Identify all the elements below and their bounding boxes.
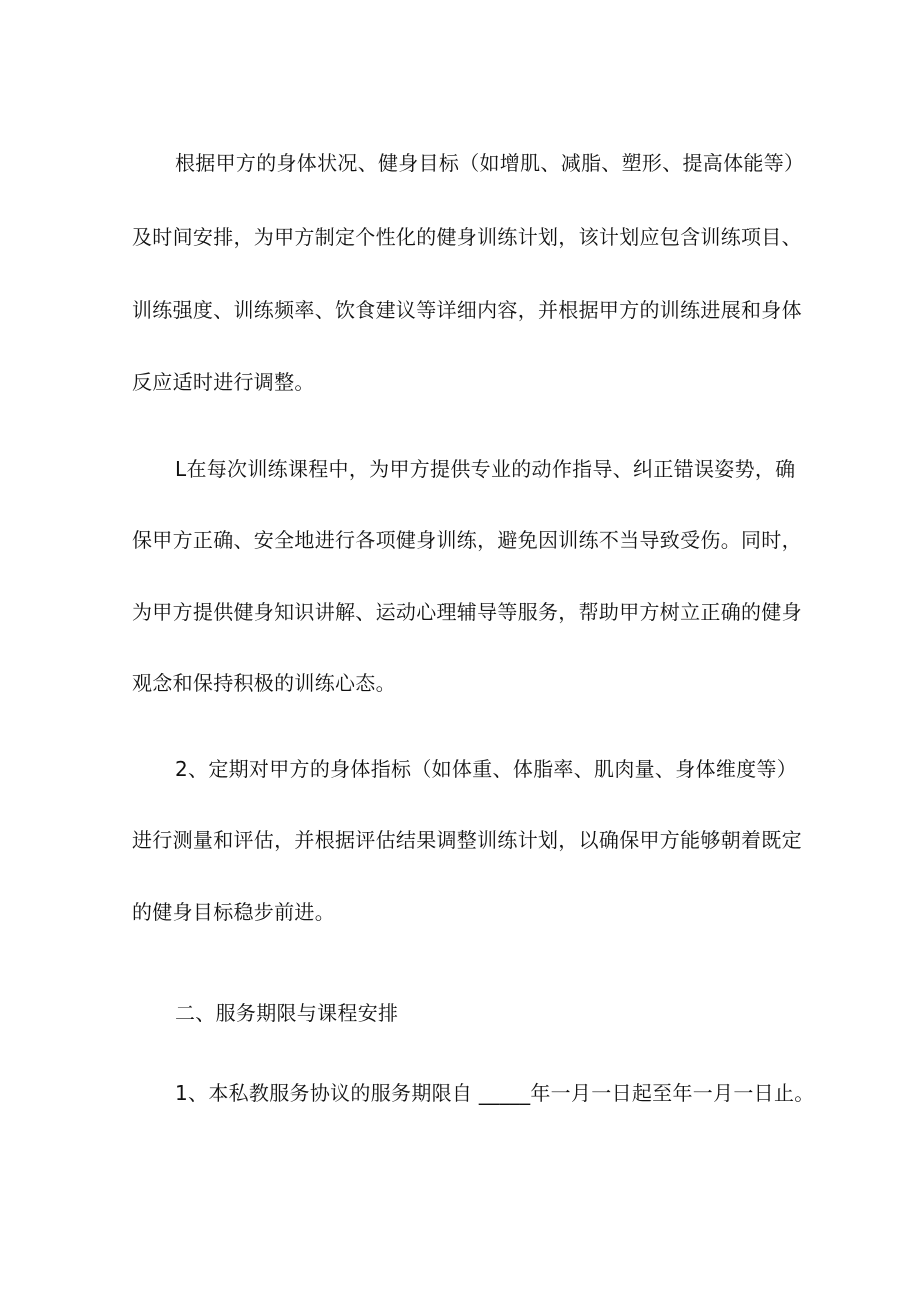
paragraph-1-line-1: 根据甲方的身体状况、健身目标（如增肌、减脂、塑形、提高体能等） [175,151,805,175]
paragraph-2-line-2: 保甲方正确、安全地进行各项健身训练，避免因训练不当导致受伤。同时， [132,528,802,552]
paragraph-2-line-3: 为甲方提供健身知识讲解、运动心理辅导等服务，帮助甲方树立正确的健身 [132,600,802,624]
paragraph-3-line-3: 的健身目标稳步前进。 [132,900,335,924]
paragraph-1-line-3: 训练强度、训练频率、饮食建议等详细内容，并根据甲方的训练进展和身体 [132,298,802,322]
paragraph-1-line-4: 反应适时进行调整。 [132,370,315,394]
paragraph-5-line-1: 1、本私教服务协议的服务期限自 _____年一月一日起至年一月一日止。 [175,1081,815,1105]
paragraph-1-line-2: 及时间安排，为甲方制定个性化的健身训练计划，该计划应包含训练项目、 [132,225,802,249]
paragraph-2-line-1: L在每次训练课程中，为甲方提供专业的动作指导、纠正错误姿势，确 [175,457,796,481]
section-heading: 二、服务期限与课程安排 [175,1001,399,1025]
paragraph-3-line-1: 2、定期对甲方的身体指标（如体重、体脂率、肌肉量、身体维度等） [175,757,798,781]
paragraph-2-line-4: 观念和保持积极的训练心态。 [132,671,396,695]
paragraph-3-line-2: 进行测量和评估，并根据评估结果调整训练计划，以确保甲方能够朝着既定 [132,828,802,852]
